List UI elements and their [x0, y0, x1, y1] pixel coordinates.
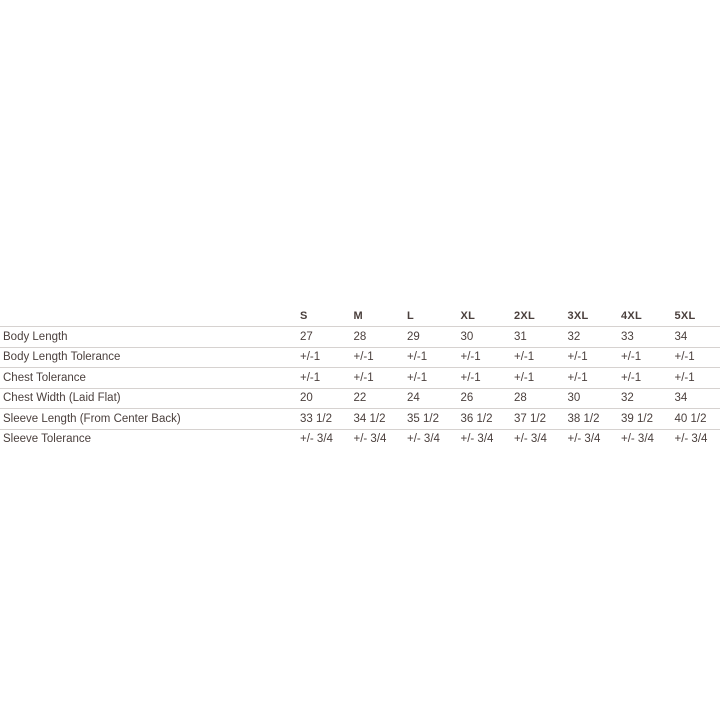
table-cell: 30	[566, 388, 620, 409]
size-header: L	[407, 310, 415, 322]
table-cell: 32	[566, 327, 620, 348]
size-header: XL	[460, 310, 476, 322]
table-cell: +/-1	[352, 368, 406, 389]
table-cell: +/-1	[459, 368, 513, 389]
size-header: 3XL	[567, 310, 589, 322]
table-cell: +/-1	[512, 347, 566, 368]
table-cell: +/-1	[673, 347, 720, 368]
table-cell: +/-1	[673, 368, 720, 389]
row-label: Body Length	[0, 327, 298, 348]
table-cell: +/-1	[566, 347, 620, 368]
table-cell: 29	[405, 327, 459, 348]
table-cell: +/-1	[619, 347, 673, 368]
table-cell: +/- 3/4	[619, 429, 673, 449]
table-cell: +/- 3/4	[459, 429, 513, 449]
row-label: Sleeve Tolerance	[0, 429, 298, 449]
table-cell: +/-1	[352, 347, 406, 368]
table-cell: 35 1/2	[405, 409, 459, 430]
table-cell: 34	[673, 388, 720, 409]
row-label: Chest Width (Laid Flat)	[0, 388, 298, 409]
table-cell: 27	[298, 327, 352, 348]
table-row	[0, 347, 720, 368]
table-cell: +/-1	[298, 368, 352, 389]
table-cell: +/- 3/4	[512, 429, 566, 449]
size-header: 5XL	[674, 310, 696, 322]
size-header: 4XL	[621, 310, 643, 322]
table-cell: 38 1/2	[566, 409, 620, 430]
table-cell: +/-1	[298, 347, 352, 368]
table-cell: 24	[405, 388, 459, 409]
table-cell: 28	[512, 388, 566, 409]
size-header: M	[353, 310, 363, 322]
table-cell: 36 1/2	[459, 409, 513, 430]
table-cell: 30	[459, 327, 513, 348]
size-header: 2XL	[514, 310, 536, 322]
table-cell: 33 1/2	[298, 409, 352, 430]
row-label: Sleeve Length (From Center Back)	[0, 409, 298, 430]
table-cell: +/- 3/4	[566, 429, 620, 449]
table-cell: 37 1/2	[512, 409, 566, 430]
table-row	[0, 409, 720, 430]
table-cell: 34	[673, 327, 720, 348]
table-row	[0, 429, 720, 449]
table-cell: +/- 3/4	[352, 429, 406, 449]
table-row	[0, 368, 720, 389]
table-cell: 31	[512, 327, 566, 348]
table-row	[0, 388, 720, 409]
size-chart-table	[0, 306, 720, 449]
table-cell: 26	[459, 388, 513, 409]
table-cell: 33	[619, 327, 673, 348]
table-cell: +/- 3/4	[405, 429, 459, 449]
table-row	[0, 327, 720, 348]
table-cell: +/-1	[405, 347, 459, 368]
table-cell: +/-1	[459, 347, 513, 368]
size-header-row	[0, 306, 720, 327]
table-cell: 34 1/2	[352, 409, 406, 430]
table-cell: +/-1	[619, 368, 673, 389]
table-cell: +/-1	[512, 368, 566, 389]
table-cell: +/- 3/4	[298, 429, 352, 449]
table-cell: 40 1/2	[673, 409, 720, 430]
measurement-header	[0, 306, 298, 327]
table-cell: 28	[352, 327, 406, 348]
row-label: Chest Tolerance	[0, 368, 298, 389]
table-cell: 20	[298, 388, 352, 409]
size-header: S	[300, 310, 308, 322]
table-cell: +/-1	[566, 368, 620, 389]
row-label: Body Length Tolerance	[0, 347, 298, 368]
table-cell: 22	[352, 388, 406, 409]
table-cell: +/- 3/4	[673, 429, 720, 449]
table-cell: 39 1/2	[619, 409, 673, 430]
table-cell: 32	[619, 388, 673, 409]
table-cell: +/-1	[405, 368, 459, 389]
